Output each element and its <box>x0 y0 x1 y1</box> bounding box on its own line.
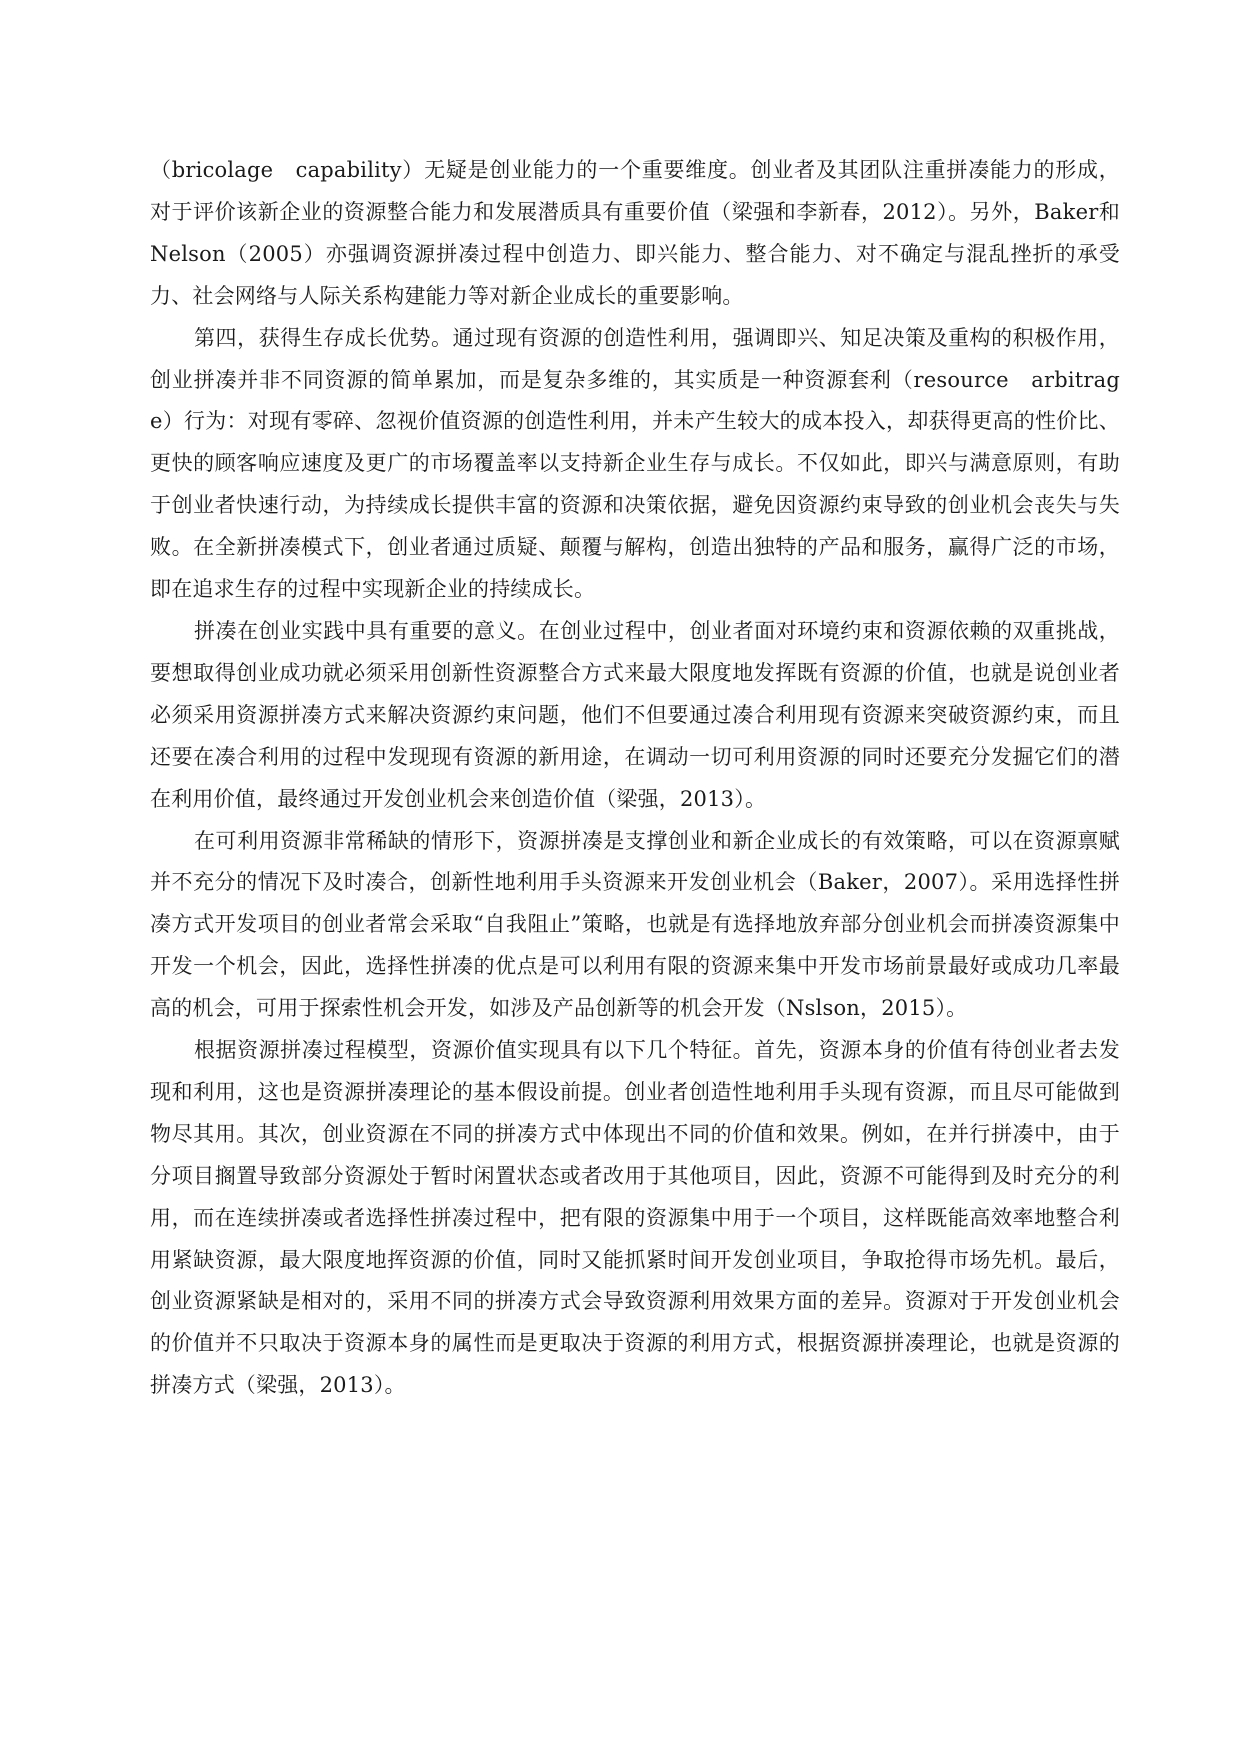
paragraph-bricolage-significance: 拼凑在创业实践中具有重要的意义。在创业过程中，创业者面对环境约束和资源依赖的双重挑战，要想取得创业成功就必须采用创新性资源整合方式来最大限度地发挥既有资源的价值，也就是说创业者必须采用资源拼凑方式来解决资源约束问题，他们不但要通过凑合利用现有资源来突破资源约束，而且还要在凑合利用的过程中发现现有资源的新用途，在调动一切可利用资源的同时还要充分发掘它们的潜在利用价值，最终通过开发创业机会来创造价值（梁强，2013）。 <box>150 618 1120 811</box>
paragraph-continuation: （bricolage capability）无疑是创业能力的一个重要维度。创业者及其团队注重拼凑能力的形成，对于评价该新企业的资源整合能力和发展潜质具有重要价值（梁强和李新春，2012）。另外，Baker和Nelson（2005）亦强调资源拼凑过程中创造力、即兴能力、整合能力、对不确定与混乱挫折的承受力、社会网络与人际关系构建能力等对新企业成长的重要影响。 <box>150 158 1120 308</box>
paragraph-survival-growth: 第四，获得生存成长优势。通过现有资源的创造性利用，强调即兴、知足决策及重构的积极作用，创业拼凑并非不同资源的简单累加，而是复杂多维的，其实质是一种资源套利（resource arbitrage）行为：对现有零碎、忽视价值资源的创造性利用，并未产生较大的成本投入，却获得更高的性价比、更快的顾客响应速度及更广的市场覆盖率以支持新企业生存与成长。不仅如此，即兴与满意原则，有助于创业者快速行动，为持续成长提供丰富的资源和决策依据，避免因资源约束导致的创业机会丧失与失败。在全新拼凑模式下，创业者通过质疑、颠覆与解构，创造出独特的产品和服务，赢得广泛的市场，即在追求生存的过程中实现新企业的持续成长。 <box>150 325 1120 602</box>
document-body <box>150 150 1120 1407</box>
paragraph-resource-value: 根据资源拼凑过程模型，资源价值实现具有以下几个特征。首先，资源本身的价值有待创业者去发现和利用，这也是资源拼凑理论的基本假设前提。创业者创造性地利用手头现有资源，而且尽可能做到物尽其用。其次，创业资源在不同的拼凑方式中体现出不同的价值和效果。例如，在并行拼凑中，由于分项目搁置导致部分资源处于暂时闲置状态或者改用于其他项目，因此，资源不可能得到及时充分的利用，而在连续拼凑或者选择性拼凑过程中，把有限的资源集中用于一个项目，这样既能高效率地整合利用紧缺资源，最大限度地挥资源的价值，同时又能抓紧时间开发创业项目，争取抢得市场先机。最后，创业资源紧缺是相对的，采用不同的拼凑方式会导致资源利用效果方面的差异。资源对于开发创业机会的价值并不只取决于资源本身的属性而是更取决于资源的利用方式，根据资源拼凑理论，也就是资源的拼凑方式（梁强，2013）。 <box>150 1038 1120 1398</box>
paragraph-scarce-resources: 在可利用资源非常稀缺的情形下，资源拼凑是支撑创业和新企业成长的有效策略，可以在资源禀赋并不充分的情况下及时凑合，创新性地利用手头资源来开发创业机会（Baker，2007）。采用选择性拼凑方式开发项目的创业者常会采取“自我阻止”策略，也就是有选择地放弃部分创业机会而拼凑资源集中开发一个机会，因此，选择性拼凑的优点是可以利用有限的资源来集中开发市场前景最好或成功几率最高的机会，可用于探索性机会开发，如涉及产品创新等的机会开发（Nslson，2015）。 <box>150 828 1120 1021</box>
